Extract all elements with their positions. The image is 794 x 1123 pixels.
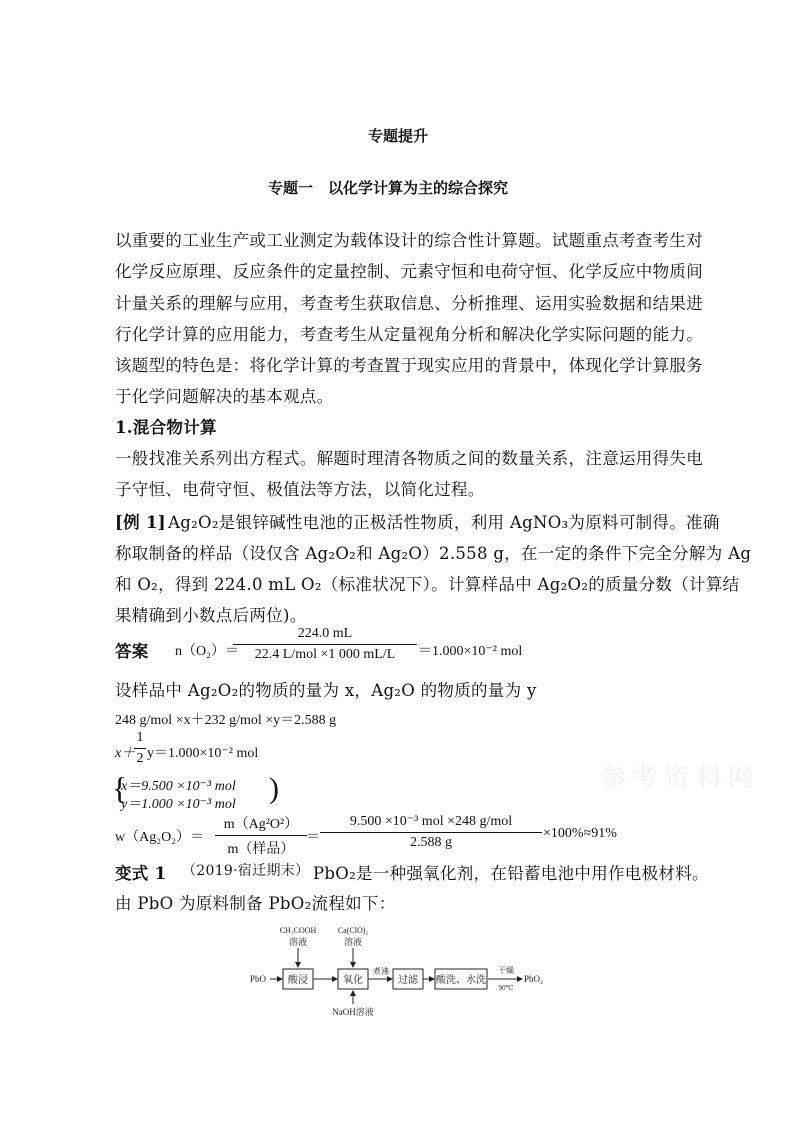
equation-mole-b: y＝1.000×10⁻² mol	[147, 746, 259, 761]
example-line: 和 O₂，得到 224.0 mL O₂（标准状况下）。计算样品中 Ag₂O₂的质量分数（计算结	[115, 575, 740, 594]
page-subtitle: 专题一 以化学计算为主的综合探究	[268, 179, 509, 197]
fraction-denominator: 22.4 L/mol ×1 000 mL/L	[254, 647, 396, 662]
variant-label: 变式 1	[115, 864, 167, 883]
fraction-denominator: 2	[136, 751, 144, 766]
flow-reagent-label: Ca(ClO)₂	[337, 926, 369, 935]
left-brace: {	[112, 770, 128, 806]
section-line: 一般找准关系列出方程式。解题时理清各物质之间的数量关系，注意运用得失电	[115, 449, 703, 468]
flow-start-label: PbO	[250, 974, 267, 984]
fraction-numerator: 1	[136, 730, 144, 745]
watermark: 参考资料网	[600, 763, 761, 793]
flow-reagent-label: 溶液	[288, 937, 308, 947]
example-line: 称取制备的样品（设仅含 Ag₂O₂和 Ag₂O）2.558 g，在一定的条件下完全分解为 Ag	[115, 544, 752, 563]
mole-o2-result: ＝1.000×10⁻² mol	[418, 644, 523, 659]
mass-fraction-result: ×100%≈91%	[543, 826, 617, 841]
flow-arrow-label: 煮沸	[373, 967, 389, 976]
flow-step-label: 氧化	[343, 975, 363, 986]
section-heading: 1.混合物计算	[115, 418, 217, 437]
fraction-numerator: 9.500 ×10⁻³ mol ×248 g/mol	[349, 814, 513, 829]
flow-step-acid-leach	[283, 969, 313, 989]
flow-step-label: 酸浸	[288, 975, 308, 986]
mass-fraction-formula	[215, 813, 307, 858]
right-paren: )	[269, 772, 279, 805]
half-fraction	[134, 730, 146, 767]
mass-fraction-values	[320, 813, 542, 851]
intro-line: 计量关系的理解与应用，考查考生获取信息、分析推理、运用实验数据和结果进	[115, 294, 703, 313]
fraction-numerator: m（Ag²O²）	[223, 817, 299, 832]
variant-line: PbO₂是一种强氧化剂，在铅蓄电池中用作电极材料。	[313, 864, 709, 883]
flow-step-label: 酸洗、水洗	[436, 975, 486, 986]
answer-set-line: 设样品中 Ag₂O₂的物质的量为 x，Ag₂O 的物质的量为 y	[115, 681, 537, 700]
intro-line: 以重要的工业生产或工业测定为载体设计的综合性计算题。试题重点考查考生对	[115, 231, 703, 250]
fraction-numerator: 224.0 mL	[297, 626, 353, 641]
fraction-bar	[320, 832, 542, 833]
example-line: Ag₂O₂是银锌碱性电池的正极活性物质，利用 AgNO₃为原料可制得。准确	[168, 513, 720, 532]
fraction-bar	[233, 644, 417, 645]
process-flow-diagram	[240, 920, 560, 1025]
fraction-bar	[215, 835, 307, 836]
answer-label: 答案	[115, 642, 149, 661]
variant-line: 由 PbO 为原料制备 PbO₂流程如下：	[115, 894, 396, 913]
intro-line: 化学反应原理、反应条件的定量控制、元素守恒和电荷守恒、化学反应中物质间	[115, 262, 703, 281]
example-label: [例 1]	[115, 513, 166, 532]
equation-mole-a: x＋	[115, 746, 136, 761]
example-line: 果精确到小数点后两位)。	[115, 606, 307, 625]
intro-line: 该题型的特色是：将化学计算的考查置于现实应用的背景中，体现化学计算服务	[115, 356, 703, 375]
fraction-denominator: m（样品）	[227, 842, 295, 857]
flow-arrow-label: 干燥	[498, 966, 514, 975]
mole-o2-lhs: n（O₂）＝	[175, 644, 239, 659]
flow-reagent-label: CH₃COOH	[279, 926, 317, 935]
page-title: 专题提升	[368, 127, 429, 145]
intro-line: 于化学问题解决的基本观点。	[115, 387, 334, 406]
variant-source: （2019·宿迁期末）	[182, 863, 310, 879]
solution-x: x＝9.500 ×10⁻³ mol	[121, 779, 236, 794]
flow-step-oxidation	[338, 969, 368, 989]
fraction-denominator: 2.588 g	[410, 835, 452, 850]
flow-end-label: PbO₂	[524, 974, 544, 984]
flow-reagent-label: 溶液	[343, 937, 363, 947]
flow-arrow-label: 90℃	[498, 984, 514, 992]
solution-y: y＝1.000 ×10⁻³ mol	[121, 797, 236, 812]
intro-line: 行化学计算的应用能力，考查考生从定量视角分析和解决化学实际问题的能力。	[115, 325, 703, 344]
fraction-bar	[134, 748, 146, 749]
mole-o2-fraction	[233, 626, 417, 663]
equation-mass: 248 g/mol ×x＋232 g/mol ×y＝2.588 g	[115, 713, 337, 728]
flow-step-filtration	[393, 969, 423, 989]
flow-step-label: 过滤	[398, 975, 418, 986]
section-line: 子守恒、电荷守恒、极值法等方法，以简化过程。	[115, 480, 485, 499]
mass-fraction-lhs: w（Ag₂O₂）＝	[115, 830, 205, 845]
equals-sign: ＝	[306, 830, 320, 845]
flow-step-washing	[435, 969, 487, 989]
flow-reagent-label: NaOH溶液	[332, 1007, 374, 1017]
